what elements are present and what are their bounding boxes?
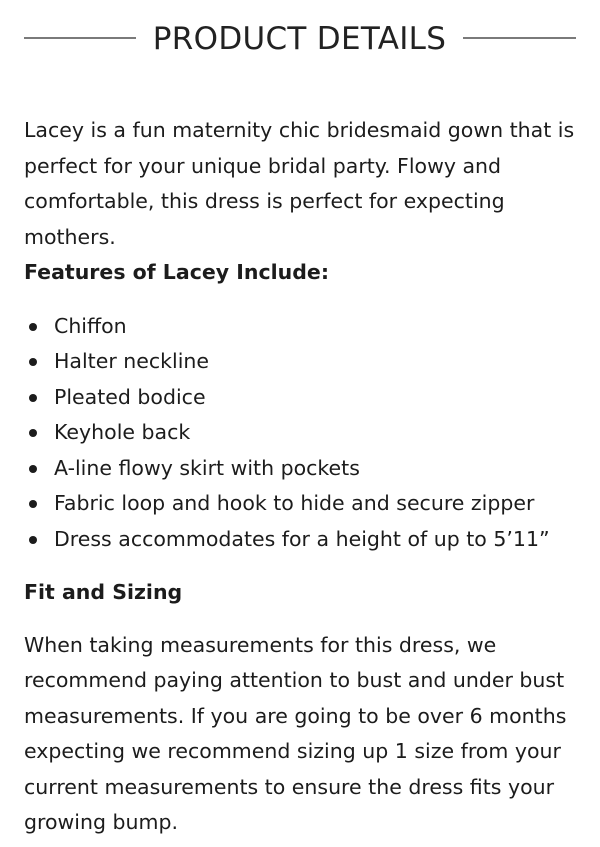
product-description: Lacey is a fun maternity chic bridesmaid gown that is perfect for your unique bridal party. Flowy and comfortable, this dress is perfect for expecting mothers. — [24, 118, 575, 249]
feature-item — [24, 522, 580, 558]
feature-item-label: Dress accommodates for a height of up to 5’11” — [54, 526, 550, 551]
feature-item-label: Chiffon — [54, 313, 127, 338]
fit-sizing-text: When taking measurements for this dress, we recommend paying attention to bust and under bust measurements. If you are going to be over 6 months expecting we recommend sizing up 1 size from your current measurements to ensure the dress fits your growing bump. — [24, 632, 567, 834]
feature-item — [24, 415, 580, 451]
feature-item — [24, 309, 580, 345]
product-details-header — [0, 14, 600, 64]
feature-item-label: Keyhole back — [54, 420, 191, 444]
feature-item-label: A-line flowy skirt with pockets — [54, 455, 360, 480]
page-title: PRODUCT DETAILS — [152, 21, 447, 57]
feature-item — [24, 486, 580, 522]
header-divider-right — [463, 37, 576, 39]
bullet-icon — [29, 358, 37, 366]
bullet-icon — [29, 536, 37, 544]
product-description-section — [24, 113, 580, 841]
features-list — [24, 309, 580, 558]
bullet-icon — [29, 500, 37, 508]
features-heading: Features of Lacey Include: — [24, 260, 330, 284]
bullet-icon — [29, 429, 37, 437]
feature-item-label: Pleated bodice — [54, 384, 206, 409]
feature-item-label: Fabric loop and hook to hide and secure zipper — [54, 491, 535, 515]
fit-sizing-heading: Fit and Sizing — [24, 580, 183, 604]
header-divider-left — [24, 37, 136, 39]
feature-item — [24, 344, 580, 380]
feature-item — [24, 451, 580, 487]
bullet-icon — [29, 394, 37, 402]
feature-item — [24, 380, 580, 416]
bullet-icon — [29, 465, 37, 473]
feature-item-label: Halter neckline — [54, 349, 210, 373]
bullet-icon — [29, 323, 37, 331]
